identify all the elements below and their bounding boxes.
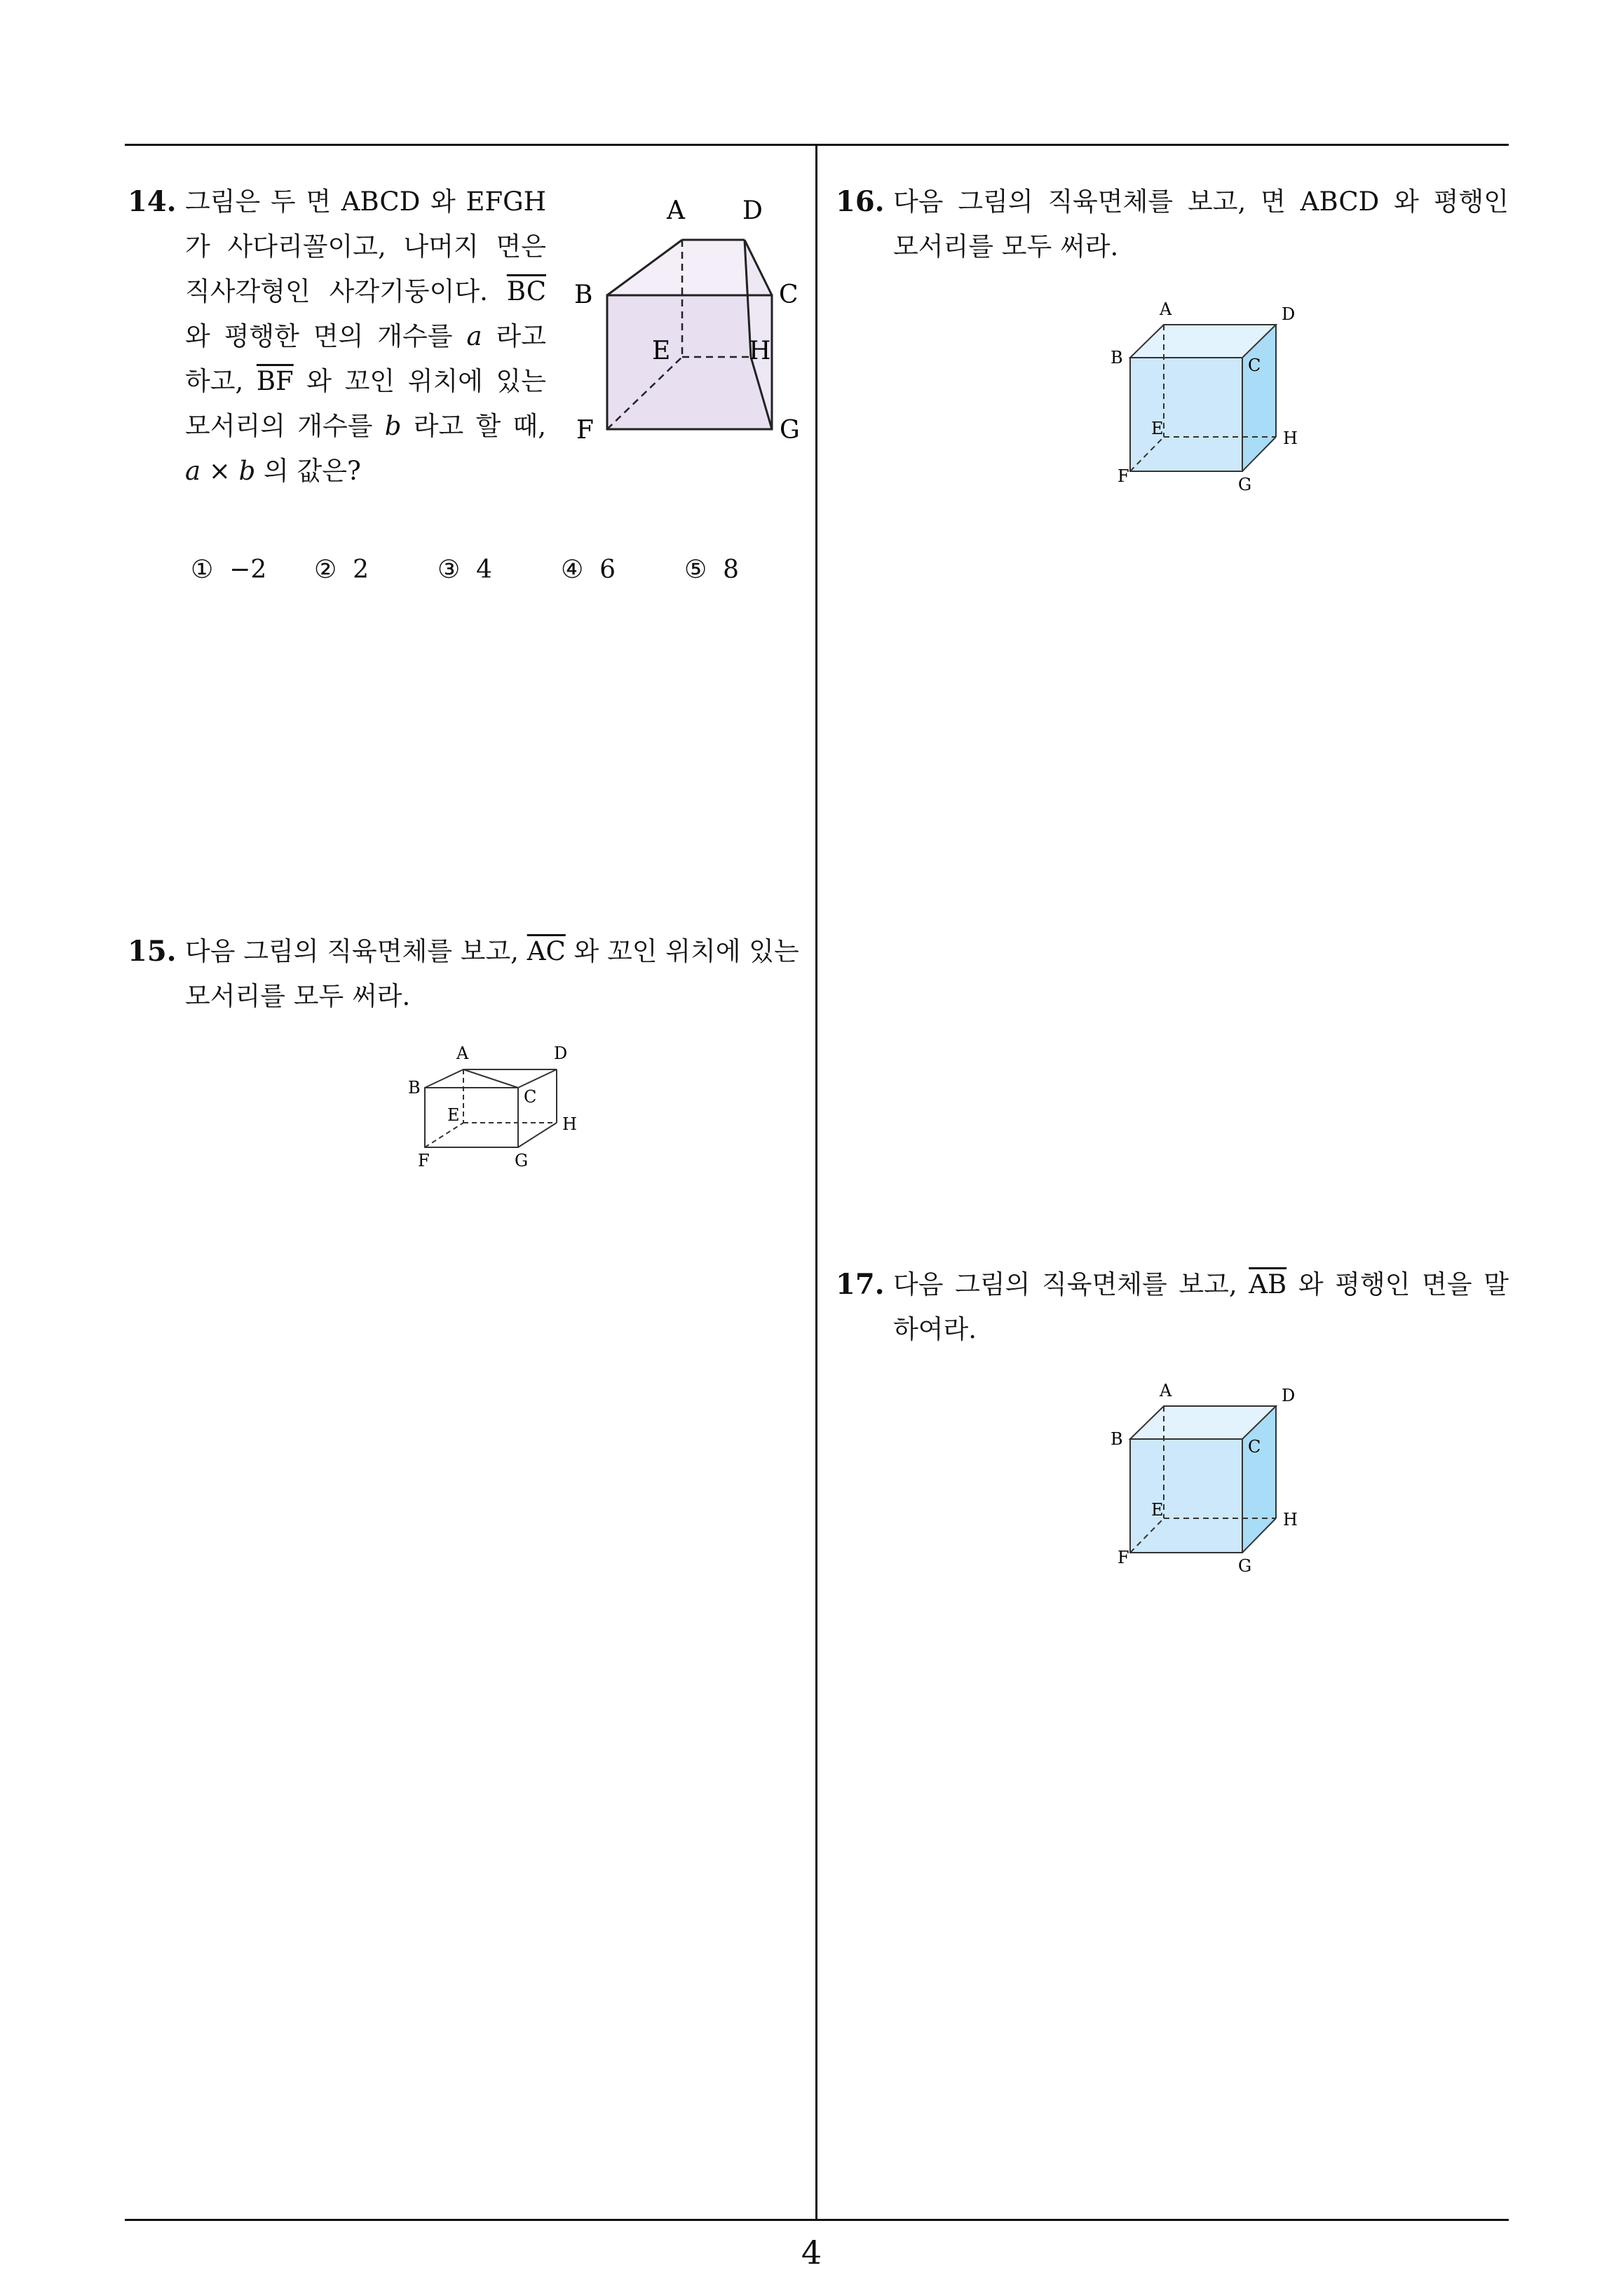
text-line: 다음 그림의 직육면체를 보고, $\overline{AB}$ 와 평행인 면을 말 <box>893 1269 1509 1299</box>
label-a: A <box>1160 299 1172 319</box>
column-divider <box>815 144 817 2221</box>
label-c: C <box>524 1087 537 1107</box>
label-f: F <box>418 1151 430 1170</box>
question-text <box>185 180 546 494</box>
text-line: 모서리를 모두 써라. <box>893 231 1119 262</box>
text-line: 그림은 두 면 ABCD 와 EFGH <box>185 187 546 217</box>
choice-1[interactable]: ① −2 <box>191 555 267 584</box>
question-text <box>893 180 1509 269</box>
variable-b: b <box>384 411 402 441</box>
label-g: G <box>1238 475 1252 494</box>
label-b: B <box>574 281 593 309</box>
label-g: G <box>1238 1556 1252 1576</box>
bottom-rule <box>125 2219 1509 2221</box>
figure-cube-16 <box>1101 298 1311 498</box>
label-f: F <box>1118 466 1129 486</box>
text-line: 와 평행한 면의 개수를 a 라고 <box>185 321 546 351</box>
choice-4[interactable]: ④ 6 <box>561 555 616 584</box>
question-number: 16. <box>836 185 885 218</box>
label-f: F <box>576 416 594 445</box>
label-g: G <box>780 416 800 445</box>
label-d: D <box>1282 304 1296 324</box>
label-h: H <box>1283 428 1298 448</box>
figure-trapezoid-prism <box>571 184 810 457</box>
label-b: B <box>1111 1429 1123 1449</box>
label-h: H <box>562 1114 577 1134</box>
label-c: C <box>1248 356 1261 375</box>
label-e: E <box>1151 419 1164 438</box>
choice-5[interactable]: ⑤ 8 <box>684 555 740 584</box>
label-g: G <box>515 1151 529 1170</box>
text-line: 다음 그림의 직육면체를 보고, $\overline{AC}$ 와 꼬인 위치에 있는 <box>185 936 799 966</box>
label-f: F <box>1118 1548 1129 1567</box>
label-h: H <box>1283 1510 1298 1529</box>
label-c: C <box>779 281 799 309</box>
text-line: 하여라. <box>893 1314 977 1344</box>
segment-ac: $\overline{AC}$ <box>527 936 566 966</box>
label-e: E <box>652 337 671 365</box>
label-a: A <box>667 196 685 225</box>
text-line: a × b 의 값은? <box>185 456 361 486</box>
question-number: 14. <box>128 185 177 218</box>
text-line: 모서리를 모두 써라. <box>185 981 411 1011</box>
question-number: 17. <box>836 1268 885 1301</box>
label-d: D <box>742 196 763 225</box>
variable-a: a <box>466 321 482 351</box>
segment-bf: $\overline{BF}$ <box>256 366 294 396</box>
segment-bc: $\overline{BC}$ <box>506 276 546 306</box>
text-line: 가 사다리꼴이고, 나머지 면은 <box>185 231 546 262</box>
text-line: 하고, $\overline{BF}$ 와 꼬인 위치에 있는 <box>185 366 546 396</box>
label-a: A <box>456 1044 469 1063</box>
question-number: 15. <box>128 935 177 968</box>
page-number: 4 <box>801 2234 822 2271</box>
label-e: E <box>1151 1500 1164 1520</box>
segment-ab: $\overline{AB}$ <box>1249 1269 1287 1299</box>
question-text <box>185 929 802 1019</box>
question-text <box>893 1262 1509 1352</box>
choice-2[interactable]: ② 2 <box>314 555 369 584</box>
figure-cuboid-ac <box>400 1038 589 1175</box>
text-line: 직사각형인 사각기둥이다. $\overline{BC}$ <box>185 276 546 306</box>
label-h: H <box>749 337 771 365</box>
figure-cube-17 <box>1101 1379 1311 1579</box>
choice-3[interactable]: ③ 4 <box>437 555 493 584</box>
label-a: A <box>1160 1381 1172 1400</box>
label-d: D <box>554 1044 568 1063</box>
label-c: C <box>1248 1437 1261 1457</box>
label-b: B <box>1111 348 1123 367</box>
text-line: 모서리의 개수를 b 라고 할 때, <box>185 411 546 441</box>
text-line: 다음 그림의 직육면체를 보고, 면 ABCD 와 평행인 <box>893 187 1509 217</box>
label-d: D <box>1282 1386 1296 1405</box>
label-b: B <box>408 1078 421 1098</box>
label-e: E <box>447 1105 460 1125</box>
